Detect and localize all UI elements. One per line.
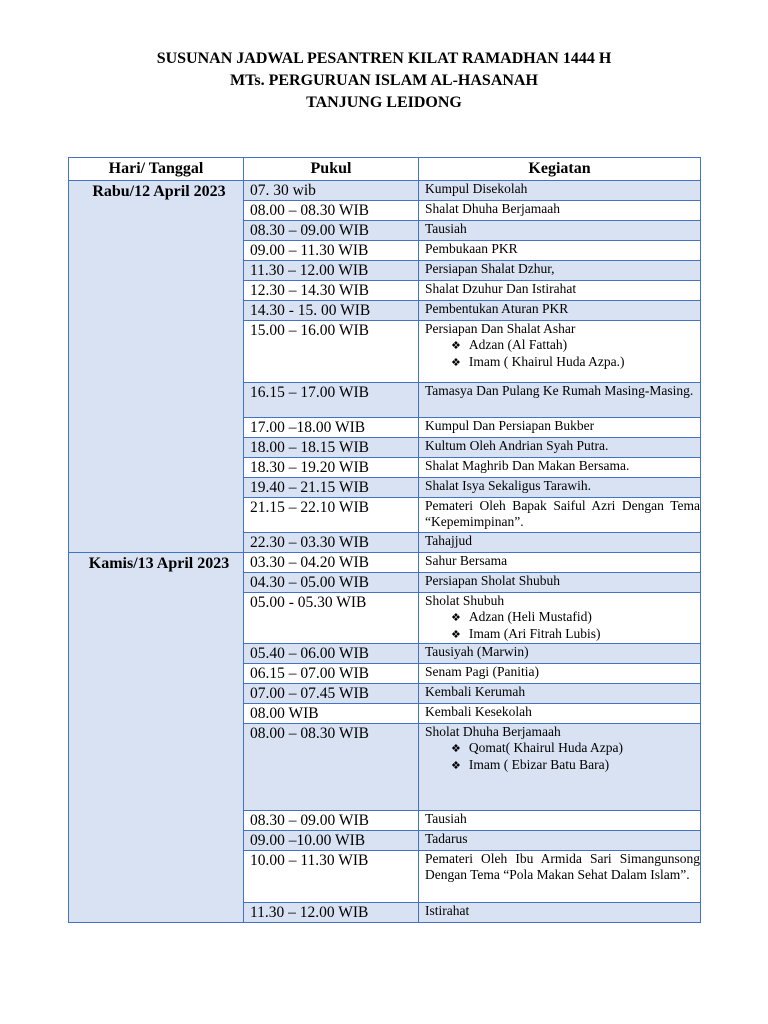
activity-cell	[419, 281, 701, 301]
column-header-time: Pukul	[244, 158, 419, 181]
document-header	[0, 48, 768, 114]
activity-cell	[419, 261, 701, 281]
column-header-activity: Kegiatan	[419, 158, 701, 181]
sub-item-text: Qomat( Khairul Huda Azpa)	[468, 740, 623, 755]
table-row	[69, 181, 701, 201]
diamond-bullet-icon: ❖	[451, 611, 461, 624]
activity-text: Tausiah	[425, 811, 467, 826]
activity-cell	[419, 684, 701, 704]
time-cell: 21.15 – 22.10 WIB	[244, 498, 419, 533]
activity-sub-item	[425, 626, 700, 643]
activity-text: Kumpul Dan Persiapan Bukber	[425, 418, 595, 433]
table-header-row	[69, 158, 701, 181]
activity-text: Pemateri Oleh Ibu Armida Sari Simangunsong Dengan Tema “Pola Makan Sehat Dalam Islam”.	[425, 851, 700, 882]
activity-cell	[419, 478, 701, 498]
activity-text: Kembali Kerumah	[425, 684, 526, 699]
diamond-bullet-icon: ❖	[451, 339, 461, 352]
activity-sub-item	[425, 757, 700, 774]
activity-sub-item	[425, 337, 700, 354]
activity-sub-item	[425, 354, 700, 371]
activity-cell	[419, 383, 701, 418]
diamond-bullet-icon: ❖	[451, 742, 461, 755]
activity-text: Shalat Isya Sekaligus Tarawih.	[425, 478, 592, 493]
activity-cell	[419, 573, 701, 593]
time-cell: 12.30 – 14.30 WIB	[244, 281, 419, 301]
activity-text: Pemateri Oleh Bapak Saiful Azri Dengan Tema “Kepemimpinan”.	[425, 498, 700, 529]
time-cell: 08.00 WIB	[244, 704, 419, 724]
activity-text: Sholat Dhuha Berjamaah	[425, 724, 561, 739]
time-cell: 07. 30 wib	[244, 181, 419, 201]
activity-text: Shalat Dhuha Berjamaah	[425, 201, 560, 216]
activity-cell	[419, 724, 701, 811]
activity-text: Kumpul Disekolah	[425, 181, 528, 196]
day-cell: Kamis/13 April 2023	[69, 553, 244, 923]
day-cell: Rabu/12 April 2023	[69, 181, 244, 553]
activity-cell	[419, 811, 701, 831]
time-cell: 04.30 – 05.00 WIB	[244, 573, 419, 593]
time-cell: 14.30 - 15. 00 WIB	[244, 301, 419, 321]
column-header-day: Hari/ Tanggal	[69, 158, 244, 181]
diamond-bullet-icon: ❖	[451, 759, 461, 772]
activity-cell	[419, 533, 701, 553]
activity-text: Persiapan Dan Shalat Ashar	[425, 321, 576, 336]
activity-text: Kultum Oleh Andrian Syah Putra.	[425, 438, 609, 453]
activity-cell	[419, 593, 701, 644]
activity-text: Tadarus	[425, 831, 468, 846]
time-cell: 08.30 – 09.00 WIB	[244, 811, 419, 831]
activity-text: Kembali Kesekolah	[425, 704, 532, 719]
schedule-table	[68, 157, 701, 923]
time-cell: 11.30 – 12.00 WIB	[244, 261, 419, 281]
activity-cell	[419, 903, 701, 923]
activity-sub-item	[425, 609, 700, 626]
diamond-bullet-icon: ❖	[451, 356, 461, 369]
diamond-bullet-icon: ❖	[451, 628, 461, 641]
time-cell: 09.00 – 11.30 WIB	[244, 241, 419, 261]
activity-text: Senam Pagi (Panitia)	[425, 664, 539, 679]
activity-text: Pembentukan Aturan PKR	[425, 301, 569, 316]
activity-cell	[419, 553, 701, 573]
activity-text: Persiapan Shalat Dzhur,	[425, 261, 555, 276]
time-cell: 22.30 – 03.30 WIB	[244, 533, 419, 553]
activity-cell	[419, 644, 701, 664]
activity-cell	[419, 664, 701, 684]
activity-cell	[419, 704, 701, 724]
activity-cell	[419, 458, 701, 478]
activity-text: Istirahat	[425, 903, 470, 918]
activity-text: Sholat Shubuh	[425, 593, 505, 608]
activity-sub-item	[425, 740, 700, 757]
activity-cell	[419, 221, 701, 241]
activity-text: Shalat Dzuhur Dan Istirahat	[425, 281, 577, 296]
time-cell: 05.00 - 05.30 WIB	[244, 593, 419, 644]
activity-cell	[419, 181, 701, 201]
time-cell: 03.30 – 04.20 WIB	[244, 553, 419, 573]
time-cell: 08.00 – 08.30 WIB	[244, 201, 419, 221]
activity-cell	[419, 438, 701, 458]
sub-item-text: Adzan (Heli Mustafid)	[468, 609, 592, 624]
time-cell: 11.30 – 12.00 WIB	[244, 903, 419, 923]
time-cell: 15.00 – 16.00 WIB	[244, 321, 419, 383]
activity-cell	[419, 498, 701, 533]
header-school: MTs. PERGURUAN ISLAM AL-HASANAH	[230, 72, 538, 89]
activity-text: Tamasya Dan Pulang Ke Rumah Masing-Masing.	[425, 383, 694, 398]
header-location: TANJUNG LEIDONG	[306, 94, 462, 111]
sub-item-text: Imam ( Khairul Huda Azpa.)	[468, 354, 625, 369]
sub-item-text: Imam ( Ebizar Batu Bara)	[468, 757, 610, 772]
time-cell: 06.15 – 07.00 WIB	[244, 664, 419, 684]
activity-text: Tausiah	[425, 221, 467, 236]
activity-text: Tahajjud	[425, 533, 473, 548]
time-cell: 19.40 – 21.15 WIB	[244, 478, 419, 498]
time-cell: 09.00 –10.00 WIB	[244, 831, 419, 851]
header-title: SUSUNAN JADWAL PESANTREN KILAT RAMADHAN 1444 H	[156, 50, 612, 67]
time-cell: 05.40 – 06.00 WIB	[244, 644, 419, 664]
time-cell: 08.00 – 08.30 WIB	[244, 724, 419, 811]
activity-cell	[419, 241, 701, 261]
activity-text: Pembukaan PKR	[425, 241, 518, 256]
time-cell: 07.00 – 07.45 WIB	[244, 684, 419, 704]
activity-text: Tausiyah (Marwin)	[425, 644, 529, 659]
time-cell: 10.00 – 11.30 WIB	[244, 851, 419, 903]
time-cell: 18.00 – 18.15 WIB	[244, 438, 419, 458]
activity-text: Sahur Bersama	[425, 553, 508, 568]
schedule-body	[69, 181, 701, 923]
activity-cell	[419, 831, 701, 851]
sub-item-text: Adzan (Al Fattah)	[468, 337, 568, 352]
activity-text: Persiapan Sholat Shubuh	[425, 573, 560, 588]
time-cell: 18.30 – 19.20 WIB	[244, 458, 419, 478]
activity-cell	[419, 201, 701, 221]
activity-cell	[419, 301, 701, 321]
time-cell: 08.30 – 09.00 WIB	[244, 221, 419, 241]
activity-cell	[419, 851, 701, 903]
activity-cell	[419, 418, 701, 438]
table-row	[69, 553, 701, 573]
activity-cell	[419, 321, 701, 383]
time-cell: 16.15 – 17.00 WIB	[244, 383, 419, 418]
activity-text: Shalat Maghrib Dan Makan Bersama.	[425, 458, 630, 473]
time-cell: 17.00 –18.00 WIB	[244, 418, 419, 438]
sub-item-text: Imam (Ari Fitrah Lubis)	[468, 626, 601, 641]
